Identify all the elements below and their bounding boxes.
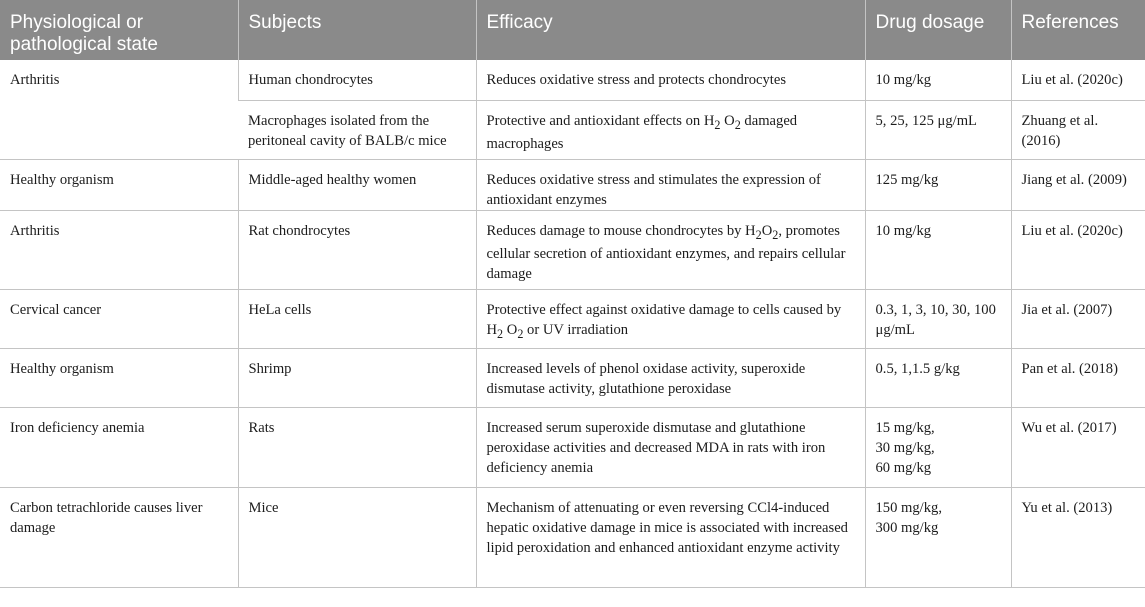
cell-dosage: 0.3, 1, 3, 10, 30, 100 μg/mL <box>865 289 1011 348</box>
header-row <box>0 0 1145 60</box>
table-row <box>0 407 1145 487</box>
subscript: 2 <box>497 326 504 341</box>
efficacy-text: O <box>503 321 518 338</box>
cell-state: Healthy organism <box>0 159 238 210</box>
table-row <box>0 348 1145 407</box>
cell-subjects: Middle-aged healthy women <box>238 159 476 210</box>
subscript: 2 <box>517 326 524 341</box>
cell-efficacy: Reduces oxidative stress and stimulates the expression of antioxidant enzymes <box>476 159 865 210</box>
cell-efficacy: Reduces oxidative stress and protects chondrocytes <box>476 60 865 100</box>
cell-references: Wu et al. (2017) <box>1011 407 1145 487</box>
header-state: Physiological or pathological state <box>0 0 238 60</box>
cell-state: Iron deficiency anemia <box>0 407 238 487</box>
dosage-line: 60 mg/kg <box>875 459 932 476</box>
cell-efficacy: Increased serum superoxide dismutase and glutathione peroxidase activities and decreased MDA in rats with iron deficiency anemia <box>476 407 865 487</box>
cell-references: Liu et al. (2020c) <box>1011 210 1145 289</box>
cell-dosage: 10 mg/kg <box>865 60 1011 100</box>
efficacy-text: , promotes cellular secretion of antioxidant enzymes, and repairs cellular damage <box>486 222 846 283</box>
cell-subjects: Human chondrocytes <box>238 60 476 100</box>
cell-subjects: Rats <box>238 407 476 487</box>
header-efficacy: Efficacy <box>476 0 865 60</box>
cell-efficacy: Mechanism of attenuating or even reversing CCl4-induced hepatic oxidative damage in mice is associated with increased lipid peroxidation and enhanced antioxidant enzyme activity <box>476 487 865 587</box>
table-row <box>0 159 1145 210</box>
dosage-line: 150 mg/kg, <box>875 499 942 516</box>
efficacy-text: or UV irradiation <box>523 321 629 338</box>
cell-efficacy <box>476 289 865 348</box>
efficacy-text: Protective effect against oxidative damage to cells caused by H <box>486 301 842 338</box>
cell-subjects: Rat chondrocytes <box>238 210 476 289</box>
efficacy-text: Protective and antioxidant effects on H <box>486 112 715 129</box>
cell-references: Pan et al. (2018) <box>1011 348 1145 407</box>
dosage-line: 15 mg/kg, <box>875 419 935 436</box>
cell-state: Healthy organism <box>0 348 238 407</box>
dosage-line: 300 mg/kg <box>875 519 939 536</box>
efficacy-text: O <box>761 222 773 239</box>
cell-state: Carbon tetrachloride causes liver damage <box>0 487 238 587</box>
table-row <box>0 289 1145 348</box>
cell-state: Arthritis <box>0 60 238 159</box>
cell-references: Jiang et al. (2009) <box>1011 159 1145 210</box>
subscript: 2 <box>734 117 741 132</box>
table-row <box>0 487 1145 587</box>
cell-efficacy: Increased levels of phenol oxidase activity, superoxide dismutase activity, glutathione peroxidase <box>476 348 865 407</box>
efficacy-text: damaged macrophages <box>486 112 798 153</box>
table-row <box>0 210 1145 289</box>
cell-subjects: HeLa cells <box>238 289 476 348</box>
efficacy-text: O <box>720 112 735 129</box>
cell-dosage: 0.5, 1,1.5 g/kg <box>865 348 1011 407</box>
cell-references: Zhuang et al. (2016) <box>1011 100 1145 159</box>
cell-subjects: Shrimp <box>238 348 476 407</box>
dosage-line: 30 mg/kg, <box>875 439 935 456</box>
cell-state: Cervical cancer <box>0 289 238 348</box>
table-row <box>0 60 1145 100</box>
cell-dosage <box>865 407 1011 487</box>
cell-efficacy <box>476 210 865 289</box>
header-subjects: Subjects <box>238 0 476 60</box>
cell-dosage: 125 mg/kg <box>865 159 1011 210</box>
cell-dosage <box>865 487 1011 587</box>
cell-references: Liu et al. (2020c) <box>1011 60 1145 100</box>
cell-dosage: 5, 25, 125 μg/mL <box>865 100 1011 159</box>
subscript: 2 <box>755 227 762 242</box>
cell-dosage: 10 mg/kg <box>865 210 1011 289</box>
subscript: 2 <box>714 117 721 132</box>
cell-state: Arthritis <box>0 210 238 289</box>
header-dosage: Drug dosage <box>865 0 1011 60</box>
subscript: 2 <box>772 227 779 242</box>
cell-efficacy <box>476 100 865 159</box>
cell-references: Jia et al. (2007) <box>1011 289 1145 348</box>
efficacy-text: Reduces damage to mouse chondrocytes by H <box>486 222 756 239</box>
cell-references: Yu et al. (2013) <box>1011 487 1145 587</box>
header-references: References <box>1011 0 1145 60</box>
cell-subjects: Macrophages isolated from the peritoneal cavity of BALB/c mice <box>238 100 476 159</box>
cell-subjects: Mice <box>238 487 476 587</box>
